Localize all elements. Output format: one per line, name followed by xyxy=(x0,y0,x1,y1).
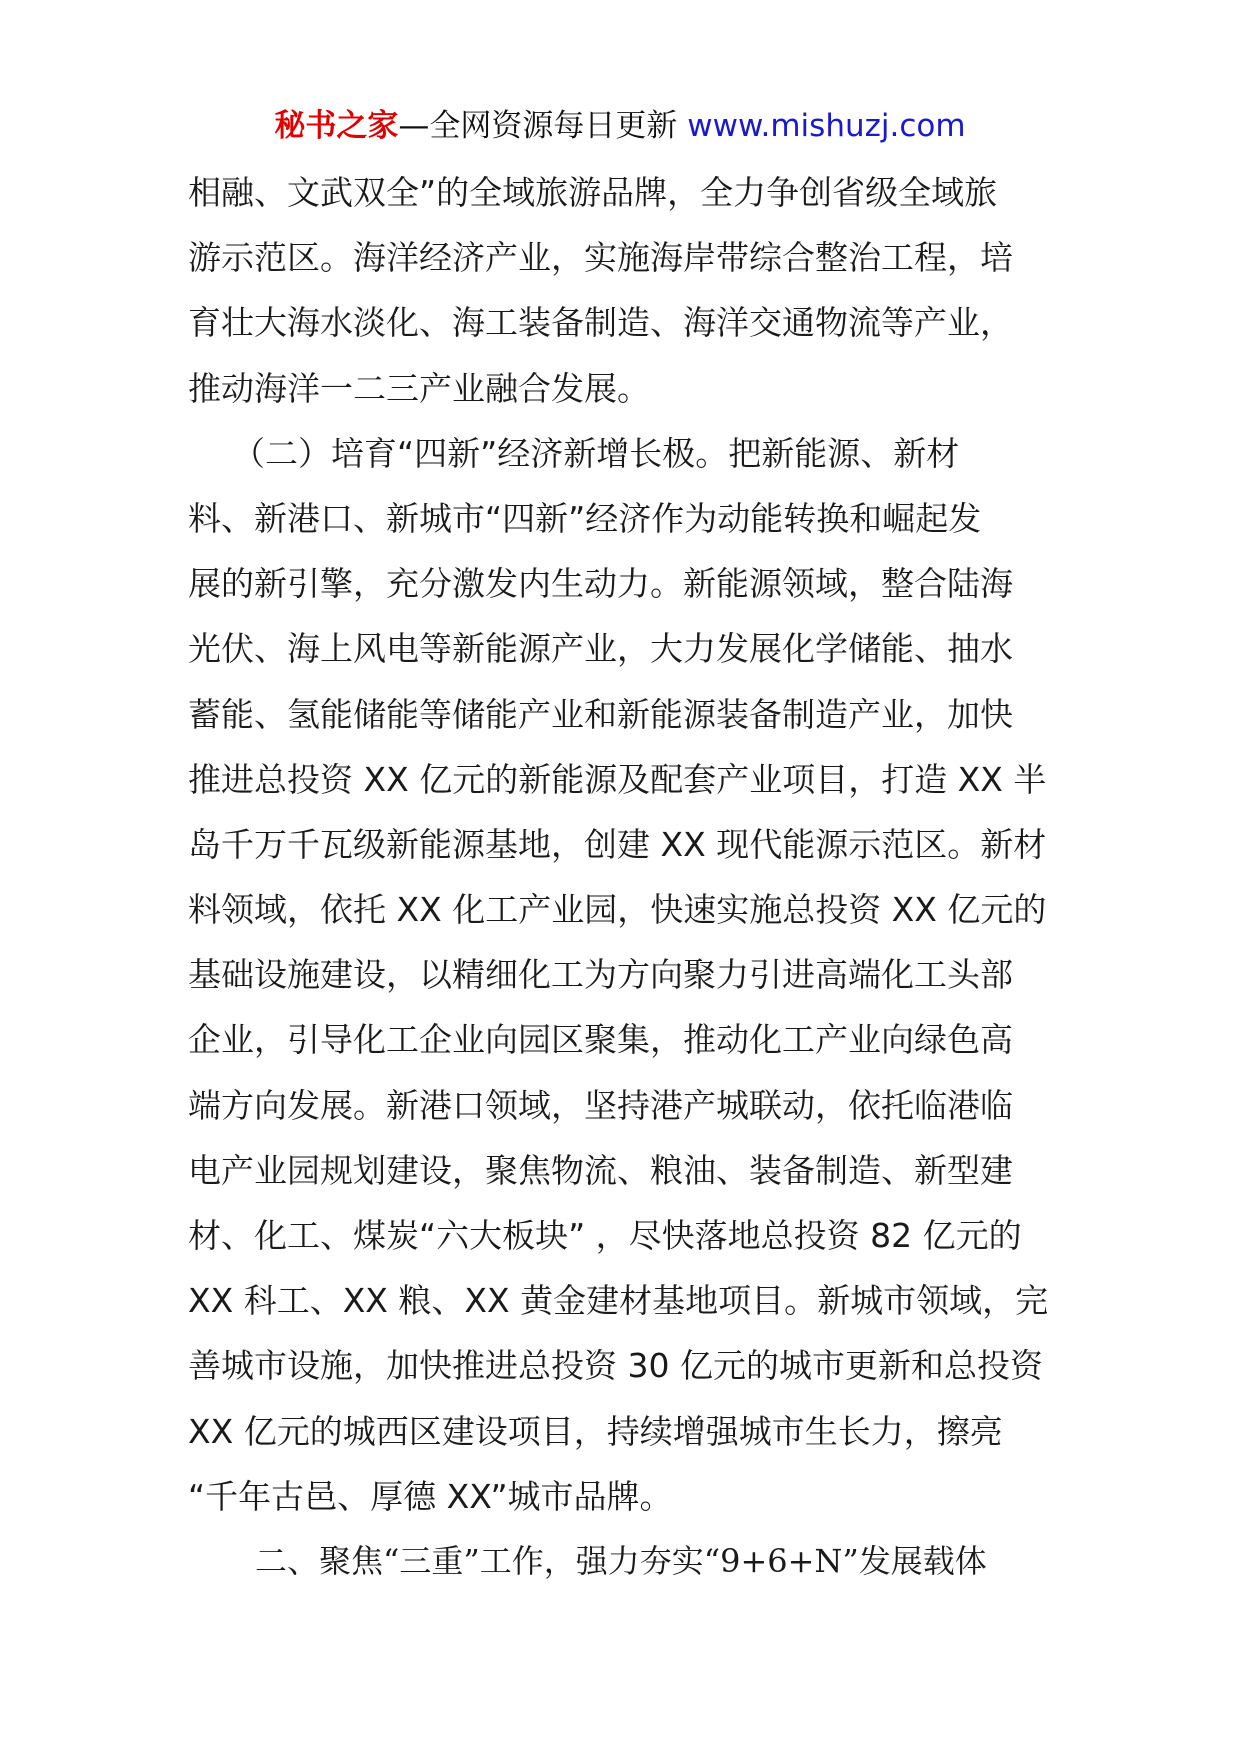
text-line: “千年古邑、厚德 XX”城市品牌。 xyxy=(188,1476,673,1516)
text-line: 善城市设施，加快推进总投资 30 亿元的城市更新和总投资 xyxy=(188,1346,1043,1386)
text-line: 电产业园规划建设，聚焦物流、粮油、装备制造、新型建 xyxy=(188,1150,1013,1190)
paragraph-tourism-marine xyxy=(188,160,1058,421)
brand-name: 秘书之家 xyxy=(274,108,399,144)
text-line: 料领域，依托 XX 化工产业园，快速实施总投资 XX 亿元的 xyxy=(188,890,1047,930)
text-line: （二）培育“四新”经济新增长极。把新能源、新材 xyxy=(232,433,960,473)
text-line: 料、新港口、新城市“四新”经济作为动能转换和崛起发 xyxy=(188,498,982,538)
text-line: 推进总投资 XX 亿元的新能源及配套产业项目，打造 XX 半 xyxy=(188,759,1047,799)
text-line: 光伏、海上风电等新能源产业，大力发展化学储能、抽水 xyxy=(188,629,1013,669)
text-line: 展的新引擎，充分激发内生动力。新能源领域，整合陆海 xyxy=(188,564,1013,604)
document-body xyxy=(188,160,1058,1529)
text-line: 岛千万千瓦级新能源基地，创建 XX 现代能源示范区。新材 xyxy=(188,824,1047,864)
text-line: 企业，引导化工企业向园区聚集，推动化工产业向绿色高 xyxy=(188,1020,1013,1060)
text-line: 相融、文武双全”的全域旅游品牌，全力争创省级全域旅 xyxy=(188,173,998,212)
site-url[interactable]: www.mishuzj.com xyxy=(687,108,966,144)
text-line: 基础设施建设，以精细化工为方向聚力引进高端化工头部 xyxy=(188,955,1013,995)
paragraph-four-new-economy xyxy=(188,421,1058,1529)
site-watermark-header xyxy=(0,104,1240,148)
text-line: 育壮大海水淡化、海工装备制造、海洋交通物流等产业， xyxy=(188,303,1013,343)
text-line: 端方向发展。新港口领域，坚持港产城联动，依托临港临 xyxy=(188,1085,1013,1125)
text-line: 材、化工、煤炭“六大板块” ，尽快落地总投资 82 亿元的 xyxy=(188,1216,1022,1255)
text-line: XX 亿元的城西区建设项目，持续增强城市生长力，擦亮 xyxy=(188,1411,1003,1451)
tagline: —全网资源每日更新 xyxy=(398,108,688,144)
text-line: 推动海洋一二三产业融合发展。 xyxy=(188,368,650,408)
text-line: 蓄能、氢能储能等储能产业和新能源装备制造产业，加快 xyxy=(188,694,1013,734)
text-line: XX 科工、XX 粮、XX 黄金建材基地项目。新城市领域，完 xyxy=(188,1281,1049,1321)
section-heading: 二、聚焦“三重”工作，强力夯实“9+6+N”发展载体 xyxy=(255,1542,987,1580)
text-line: 游示范区。海洋经济产业，实施海岸带综合整治工程，培 xyxy=(188,238,1013,278)
